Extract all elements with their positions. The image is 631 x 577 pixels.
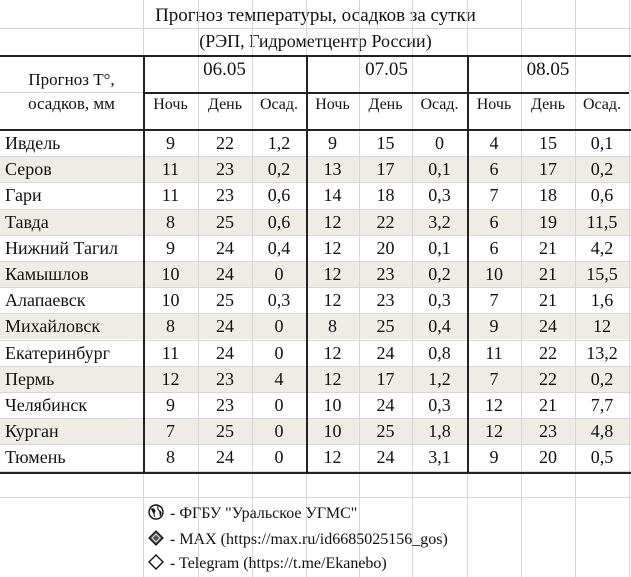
city-name: Алапаевск xyxy=(5,290,86,311)
footer-line-ugms: - ФГБУ "Уральское УГМС" xyxy=(148,503,357,525)
footer-line-max: - MAX (https://max.ru/id6685025156_gos) xyxy=(148,529,448,551)
table-cell: 20 xyxy=(376,237,395,258)
table-cell: 4,8 xyxy=(590,421,614,442)
table-border xyxy=(306,55,308,472)
city-name: Михайловск xyxy=(5,316,101,337)
table-cell: 25 xyxy=(216,290,234,311)
table-cell: 3,2 xyxy=(428,211,451,232)
column-header: Осад. xyxy=(420,96,459,113)
table-cell: 10 xyxy=(485,264,503,284)
table-cell: 22 xyxy=(539,368,557,389)
table-cell: 23 xyxy=(216,368,234,389)
table-cell: 12 xyxy=(161,368,180,389)
table-cell: 24 xyxy=(216,342,234,363)
table-cell: 12 xyxy=(593,316,611,337)
diamond-icon xyxy=(148,530,164,546)
table-cell: 0,1 xyxy=(428,159,451,180)
grid-line xyxy=(629,0,630,577)
table-cell: 12 xyxy=(323,237,342,258)
table-cell: 22 xyxy=(376,211,395,232)
table-cell: 0,5 xyxy=(590,447,614,468)
table-cell: 0,3 xyxy=(428,185,451,206)
table-border xyxy=(143,92,629,94)
table-cell: 8 xyxy=(166,447,175,468)
table-cell: 25 xyxy=(376,421,395,442)
date-header: 06.05 xyxy=(203,59,246,80)
table-cell: 12 xyxy=(323,447,342,468)
table-cell: 0,4 xyxy=(428,316,451,337)
table-cell: 0 xyxy=(274,264,284,284)
table-cell: 0,6 xyxy=(267,211,291,232)
table-cell: 17 xyxy=(376,368,395,389)
table-cell: 10 xyxy=(323,395,342,415)
table-cell: 21 xyxy=(539,237,557,258)
table-cell: 24 xyxy=(216,237,234,258)
table-cell: 12 xyxy=(323,211,342,232)
table-cell: 18 xyxy=(376,185,395,206)
table-cell: 20 xyxy=(539,447,557,468)
table-cell: 0,1 xyxy=(590,133,614,153)
table-cell: 0,8 xyxy=(428,342,451,363)
column-header: День xyxy=(530,96,566,113)
table-cell: 22 xyxy=(539,342,557,363)
table-cell: 17 xyxy=(539,159,557,180)
table-cell: 11 xyxy=(161,159,180,180)
table-cell: 6 xyxy=(489,159,499,180)
city-name: Екатеринбург xyxy=(5,342,110,363)
table-cell: 11 xyxy=(485,342,503,363)
city-name: Камышлов xyxy=(5,264,89,284)
table-cell: 7 xyxy=(489,290,499,311)
table-cell: 0,1 xyxy=(428,237,451,258)
city-name: Пермь xyxy=(5,368,55,389)
table-cell: 15 xyxy=(539,133,557,153)
globe-icon xyxy=(148,504,164,520)
table-cell: 7,7 xyxy=(590,395,614,415)
column-header: Ночь xyxy=(476,96,512,113)
table-cell: 24 xyxy=(216,447,234,468)
table-cell: 24 xyxy=(376,447,395,468)
table-cell: 11,5 xyxy=(586,211,618,232)
table-cell: 23 xyxy=(539,421,557,442)
table-cell: 0 xyxy=(274,316,284,337)
grid-line xyxy=(0,28,631,29)
table-cell: 0,6 xyxy=(590,185,614,206)
table-cell: 8 xyxy=(328,316,337,337)
city-name: Тавда xyxy=(5,211,49,232)
table-cell: 0 xyxy=(274,421,284,442)
table-cell: 0,3 xyxy=(428,395,451,415)
table-cell: 0 xyxy=(274,342,284,363)
diamond-outline-icon xyxy=(148,554,164,570)
table-border xyxy=(0,55,631,57)
table-cell: 24 xyxy=(539,316,557,337)
table-cell: 0,2 xyxy=(590,159,614,180)
table-cell: 1,6 xyxy=(590,290,614,311)
table-cell: 13 xyxy=(323,159,342,180)
table-cell: 10 xyxy=(161,264,180,284)
table-cell: 0,2 xyxy=(267,159,291,180)
table-cell: 25 xyxy=(216,211,234,232)
table-cell: 7 xyxy=(166,421,175,442)
table-border xyxy=(467,55,469,472)
table-cell: 9 xyxy=(166,237,175,258)
date-header: 07.05 xyxy=(365,59,408,80)
table-cell: 24 xyxy=(216,316,234,337)
table-cell: 9 xyxy=(166,133,175,153)
column-header: День xyxy=(207,96,243,113)
header-label xyxy=(0,68,143,116)
table-cell: 9 xyxy=(489,447,499,468)
table-cell: 23 xyxy=(216,159,234,180)
table-cell: 14 xyxy=(323,185,342,206)
table-cell: 1,8 xyxy=(428,421,451,442)
column-header: Осад. xyxy=(259,96,299,113)
city-name: Гари xyxy=(5,185,42,206)
table-cell: 7 xyxy=(489,185,499,206)
header-label-line2: осадков, мм xyxy=(28,94,115,113)
header-label-line1: Прогноз T°, xyxy=(28,70,115,89)
table-cell: 24 xyxy=(376,342,395,363)
table-cell: 15 xyxy=(376,133,395,153)
table-cell: 1,2 xyxy=(267,133,291,153)
table-cell: 25 xyxy=(216,421,234,442)
table-cell: 19 xyxy=(539,211,557,232)
table-cell: 3,1 xyxy=(428,447,451,468)
table-cell: 25 xyxy=(376,316,395,337)
table-cell: 4,2 xyxy=(590,237,614,258)
date-header: 08.05 xyxy=(526,59,570,80)
table-cell: 21 xyxy=(539,290,557,311)
table-cell: 0,3 xyxy=(267,290,291,311)
table-cell: 10 xyxy=(161,290,180,311)
table-cell: 0 xyxy=(274,447,284,468)
table-cell: 21 xyxy=(539,395,557,415)
table-cell: 12 xyxy=(485,421,503,442)
column-header: Ночь xyxy=(153,96,188,113)
table-cell: 21 xyxy=(539,264,557,284)
table-cell: 1,2 xyxy=(428,368,451,389)
table-cell: 7 xyxy=(489,368,499,389)
table-cell: 23 xyxy=(216,185,234,206)
table-cell: 0 xyxy=(435,133,444,153)
table-cell: 13,2 xyxy=(586,342,618,363)
table-cell: 8 xyxy=(166,211,175,232)
table-cell: 4 xyxy=(274,368,284,389)
table-cell: 11 xyxy=(161,185,180,206)
table-cell: 6 xyxy=(489,211,499,232)
city-name: Нижний Тагил xyxy=(5,237,119,258)
table-cell: 12 xyxy=(323,290,342,311)
table-cell: 10 xyxy=(323,421,342,442)
table-cell: 9 xyxy=(489,316,499,337)
table-cell: 12 xyxy=(485,395,503,415)
city-name: Тюмень xyxy=(5,447,66,468)
table-subtitle: (РЭП, Гидрометцентр России) xyxy=(199,31,432,51)
table-cell: 4 xyxy=(489,133,499,153)
table-cell: 0,2 xyxy=(590,368,614,389)
city-name: Челябинск xyxy=(5,395,88,415)
table-cell: 0,6 xyxy=(267,185,291,206)
table-cell: 9 xyxy=(166,395,175,415)
table-title: Прогноз температуры, осадков за сутки xyxy=(155,5,476,26)
column-header: Осад. xyxy=(582,96,622,113)
table-cell: 6 xyxy=(489,237,499,258)
table-cell: 0,3 xyxy=(428,290,451,311)
table-cell: 23 xyxy=(216,395,234,415)
table-cell: 18 xyxy=(539,185,557,206)
table-cell: 12 xyxy=(323,342,342,363)
table-border xyxy=(0,472,631,474)
footer-line-telegram: - Telegram (https://t.me/Ekanebo) xyxy=(148,553,387,575)
table-border xyxy=(143,55,145,472)
column-header: День xyxy=(368,96,403,113)
table-cell: 9 xyxy=(328,133,337,153)
city-name: Ивдель xyxy=(5,133,61,153)
table-border xyxy=(0,129,631,131)
table-cell: 24 xyxy=(376,395,395,415)
table-cell: 8 xyxy=(166,316,175,337)
table-cell: 12 xyxy=(323,368,342,389)
table-cell: 12 xyxy=(323,264,342,284)
table-cell: 23 xyxy=(376,264,395,284)
table-cell: 0,2 xyxy=(428,264,451,284)
city-name: Серов xyxy=(5,159,52,180)
table-cell: 0 xyxy=(274,395,284,415)
city-name: Курган xyxy=(5,421,59,442)
table-cell: 17 xyxy=(376,159,395,180)
table-cell: 11 xyxy=(161,342,180,363)
grid-line xyxy=(0,497,631,498)
table-cell: 24 xyxy=(216,264,234,284)
table-cell: 23 xyxy=(376,290,395,311)
table-cell: 22 xyxy=(216,133,234,153)
table-cell: 15,5 xyxy=(586,264,618,284)
table-cell: 0,4 xyxy=(267,237,291,258)
column-header: Ночь xyxy=(315,96,350,113)
